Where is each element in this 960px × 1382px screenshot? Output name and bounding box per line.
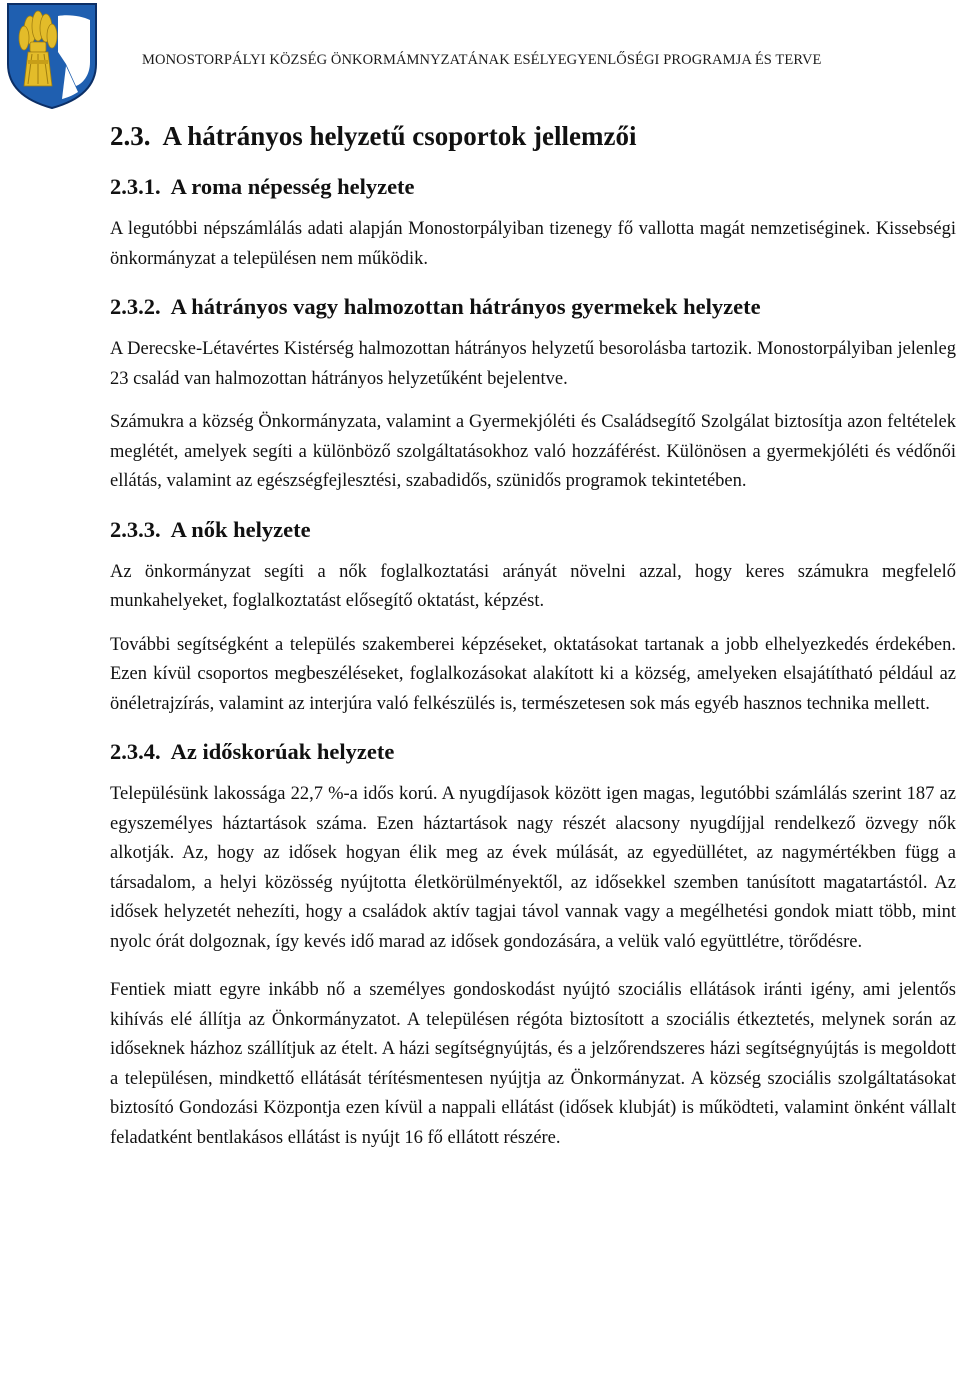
paragraph-elderly-1: Településünk lakossága 22,7 %-a idős korú. A nyugdíjasok között igen magas, legutóbbi számlálás szerint 187 az egyszemélyes háztartások száma. Ezen háztartások nagy részét alacsony nyugdíjjal rendelkező özvegy nők alkotják. Az, hogy az idősek hogyan élik meg az évek múlását, az egyedüllétet, az nagymértékben függ a társadalom, a helyi közösség nyújtotta életkörülményektől, az idősekkel szemben tanúsított magatartástól. Az idősek helyzetét nehezíti, hogy a családok aktív tagjai távol vannak vagy a megélhetési gondok miatt több, mint nyolc órát dolgoznak, így kevés idő marad az idősek gondozására, a velük való együttlétre, törődésre. — [110, 784, 956, 952]
section-heading-2-3-2: 2.3.2. A hátrányos vagy halmozottan hátrányos gyermekek helyzete — [110, 294, 761, 319]
page-header — [0, 0, 960, 112]
section-heading-2-3-1: 2.3.1. A roma népesség helyzete — [110, 174, 415, 199]
document-header-title: MONOSTORPÁLYI KÖZSÉG ÖNKORMÁMNYZATÁNAK ESÉLYEGYENLŐSÉGI PROGRAMJA ÉS TERVE — [142, 52, 822, 68]
paragraph-elderly-2: Fentiek miatt egyre inkább nő a személyes gondoskodást nyújtó szociális ellátások iránti igény, ami jelentős kihívás elé állítja az Önkormányzatot. A településen régóta biztosított a szociális étkeztetés, melynek során az időseknek házhoz szállítjuk az ételt. A házi segítségnyújtás, és a jelzőrendszeres házi segítségnyújtás is megoldott a településen, mindkettő ellátását térítésmentesen nyújtja az Önkormányzat. A község szociális szolgáltatásokat biztosító Gondozási Központja ezen kívül a nappali ellátást (idősek klubját) is működteti, valamint önként vállalt feladatként bentlakásos ellátást is nyújt 16 fő ellátott részére. — [110, 980, 956, 1148]
document-body — [110, 118, 956, 1153]
coat-of-arms-icon — [6, 2, 98, 110]
paragraph-roma: A legutóbbi népszámlálás adati alapján Monostorpályiban tizenegy fő vallotta magát nemzetiséginek. Kissebségi önkormányzat a településen nem működik. — [110, 219, 956, 269]
paragraph-children-2: Számukra a község Önkormányzata, valamint a Gyermekjóléti és Családsegítő Szolgálat biztosítja azon feltételek meglétét, amelyek segíti a különböző szolgáltatásokhoz való hozzáférést. Különösen a gyermekjóléti és védőnői ellátás, valamint az egészségfejlesztési, szabadidős, szünidős programok tekintetében. — [110, 412, 956, 491]
section-heading-2-3: 2.3. A hátrányos helyzetű csoportok jellemzői — [110, 121, 637, 151]
section-heading-2-3-4: 2.3.4. Az időskorúak helyzete — [110, 739, 395, 764]
section-heading-2-3-3: 2.3.3. A nők helyzete — [110, 516, 311, 542]
paragraph-children-1: A Derecske-Létavértes Kistérség halmozottan hátrányos helyzetű besorolásba tartozik. Monostorpályiban jelenleg 23 család van halmozottan hátrányos helyzetűként bejelentve. — [110, 339, 956, 389]
paragraph-women-1: Az önkormányzat segíti a nők foglalkoztatási arányát növelni azzal, hogy keres számukra megfelelő munkahelyeket, foglalkoztatást elősegítő oktatást, képzést. — [110, 561, 956, 611]
paragraph-women-2: További segítségként a település szakemberei képzéseket, oktatásokat tartanak a jobb elhelyezkedés érdekében. Ezen kívül csoportos megbeszéléseket, foglalkozásokat alakított ki a község, amelyeken elsajátítható például az önéletrajzírás, valamint az interjúra való felkészülés is, természetesen sok más egyéb hasznos technika mellett. — [110, 634, 956, 714]
